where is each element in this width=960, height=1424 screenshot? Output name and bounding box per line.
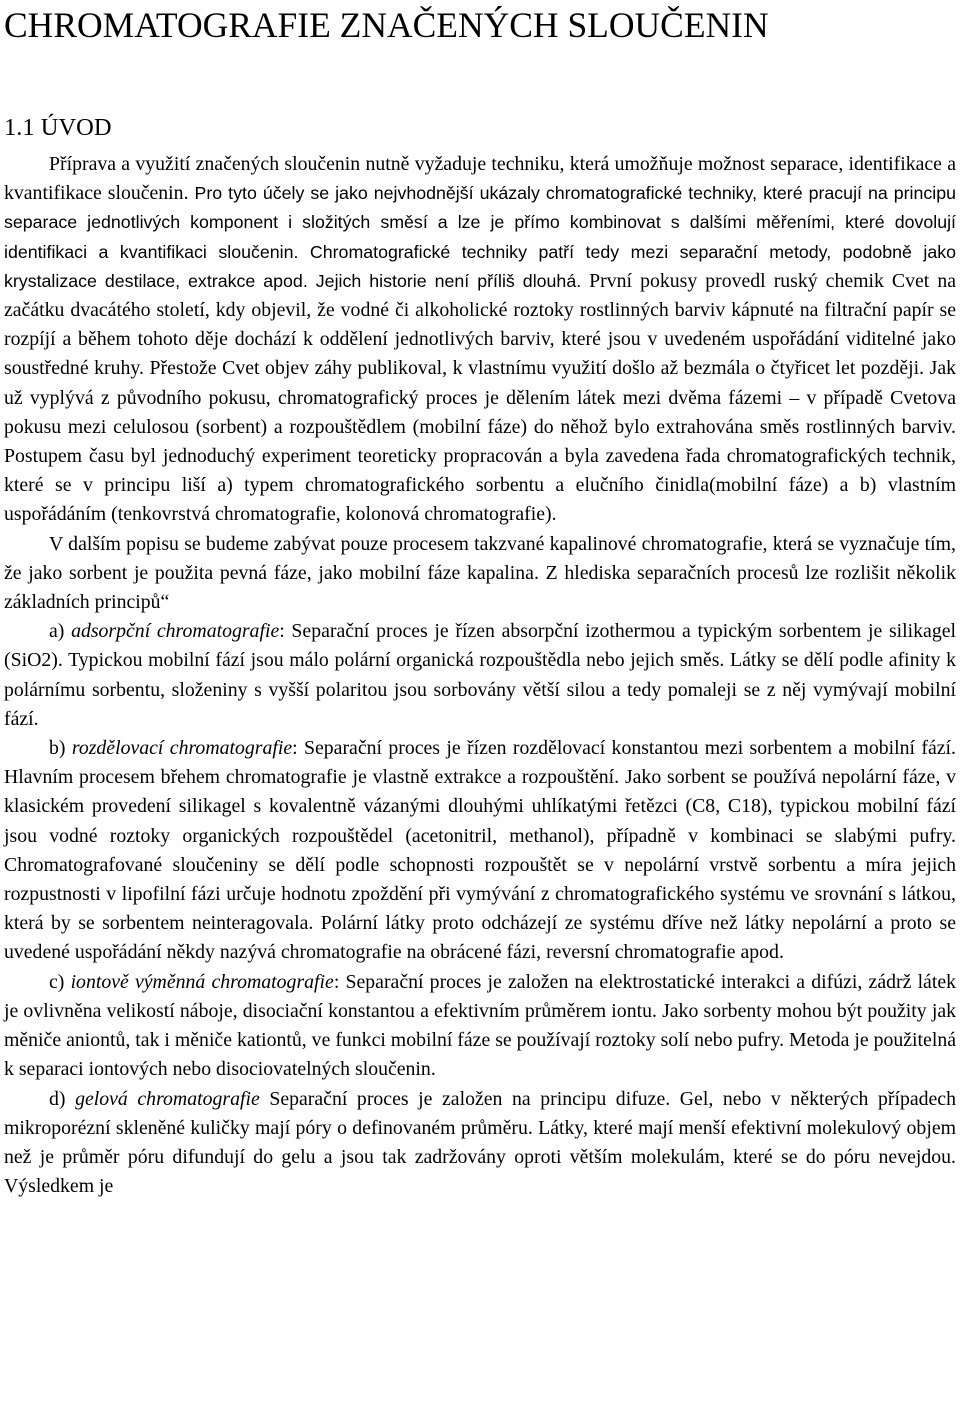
item-term: iontově výměnná chromatografie bbox=[70, 970, 334, 993]
item-prefix: c) bbox=[49, 970, 71, 993]
item-text: Separační proces je založen na principu difuze. Gel, nebo v některých případech mikroporézní skleněné kuličky mají póry o definovaném průměru. Látky, které mají menší efektivní molekulový objem než je průměr póru difundují do gelu a jsou tak zadržovány oproti větším molekulám, které se do póru nevejdou. Výsledkem je bbox=[4, 1087, 956, 1198]
item-prefix: d) bbox=[49, 1087, 76, 1110]
intro-sentence-3: První pokusy provedl ruský chemik Cvet na začátku dvacátého století, kdy objevil, že vodné či alkoholické roztoky rostlinných barviv kápnuté na filtrační papír se rozpíjí a během tohoto děje dochází k oddělení jednotlivých barviv, které jsou v uvedeném uspořádání viditelné jako soustředné kruhy. Přestože Cvet objev záhy publikoval, k vlastnímu využití došlo až bezmála o čtyřicet let později. Jak už vyplývá z původního pokusu, chromatografický proces je dělením látek mezi dvěma fázemi – v případě Cvetova pokusu mezi celulosou (sorbent) a rozpouštědlem (mobilní fáze) do něhož bylo extrahována směs rostlinných barviv. Postupem času byl jednoduchý experiment teoreticky propracován a byla zavedena řada chromatografických technik, které se v principu liší a) typem chromatografického sorbentu a elučního činidla(mobilní fáze) a b) vlastním uspořádáním (tenkovrstvá chromatografie, kolonová chromatografie). bbox=[4, 269, 956, 526]
list-item-a bbox=[4, 617, 956, 734]
item-text: : Separační proces je řízen absorpční izothermou a typickým sorbentem je silikagel (SiO2). Typickou mobilní fází jsou málo polární organická rozpouštědla nebo jejich směs. Látky se dělí podle afinity k polárnímu sorbentu, složeniny s vyšší polaritou jsou sorbovány větší silou a tedy pomaleji se z něj vymývají mobilní fází. bbox=[4, 620, 956, 730]
list-item-b bbox=[4, 734, 956, 968]
intro-sentence-2: Pro tyto účely se jako nejvhodnější ukázaly chromatografické techniky, které pracují na principu separace jednotlivých komponent i složitých směsí a lze je přímo kombinovat s dalšími měřeními, které dovolují identifikaci a kvantifikaci sloučenin. Chromatografické techniky patří tedy mezi separační metody, podobně jako krystalizace destilace, extrakce apod. Jejich historie není příliš dlouhá. bbox=[4, 183, 956, 291]
document-page bbox=[4, 4, 956, 1201]
item-text: : Separační proces je řízen rozdělovací konstantou mezi sorbentem a mobilní fází. Hlavním procesem břehem chromatografie je vlastně extrakce a rozpouštění. Jako sorbent se používá nepolární fáze, v klasickém provedení silikagel s kovalentně vázanými dlouhými uhlíkatými řetězci (C8, C18), typickou mobilní fází jsou vodné roztoky organických rozpouštědel (acetonitril, methanol), případně v kombinaci se slabými pufry. Chromatografované sloučeniny se dělí podle schopnosti rozpouštět se v nepolární vrstvě sorbentu a míra jejich rozpustnosti v lipofilní fázi určuje hodnotu zpoždění při vymývání z chromatografického systému ve srovnání s látkou, která by se sorbentem neinteragovala. Polární látky proto odcházejí ze systému dříve než látky nepolární a proto se uvedené uspořádání někdy nazývá chromatografie na obrácené fázi, reversní chromatografie apod. bbox=[4, 737, 956, 964]
item-prefix: a) bbox=[49, 620, 72, 643]
paragraph-2: V dalším popisu se budeme zabývat pouze procesem takzvané kapalinové chromatografie, která se vyznačuje tím, že jako sorbent je použita pevná fáze, jako mobilní fáze kapalina. Z hlediska separačních procesů lze rozlišit několik základních principů“ bbox=[4, 532, 956, 614]
item-term: gelová chromatografie bbox=[75, 1087, 260, 1110]
section-heading: 1.1 ÚVOD bbox=[4, 114, 112, 141]
list-item-d bbox=[4, 1085, 956, 1202]
document-body bbox=[4, 150, 956, 1201]
item-text: : Separační proces je založen na elektrostatické interakci a difúzi, zádrž látek je ovlivněna velikostí náboje, disociační konstantou a efektivním průměrem iontu. Jako sorbenty mohou být použity jak měniče aniontů, tak i měniče kationtů, ve funkci mobilní fáze se používají roztoky solí nebo pufry. Metoda je použitelná k separaci iontových nebo disociovatelných sloučenin. bbox=[4, 970, 957, 1081]
document-title: CHROMATOGRAFIE ZNAČENÝCH SLOUČENIN bbox=[4, 5, 769, 45]
intro-paragraph bbox=[4, 150, 956, 530]
item-term: adsorpční chromatografie bbox=[71, 620, 280, 643]
intro-sentence-1: Příprava a využití značených sloučenin nutně vyžaduje techniku, která umožňuje možnost separace, identifikace a kvantifikace sloučenin. bbox=[4, 153, 956, 205]
item-prefix: b) bbox=[49, 737, 72, 760]
item-term: rozdělovací chromatografie bbox=[71, 737, 293, 760]
list-item-c bbox=[4, 968, 956, 1085]
